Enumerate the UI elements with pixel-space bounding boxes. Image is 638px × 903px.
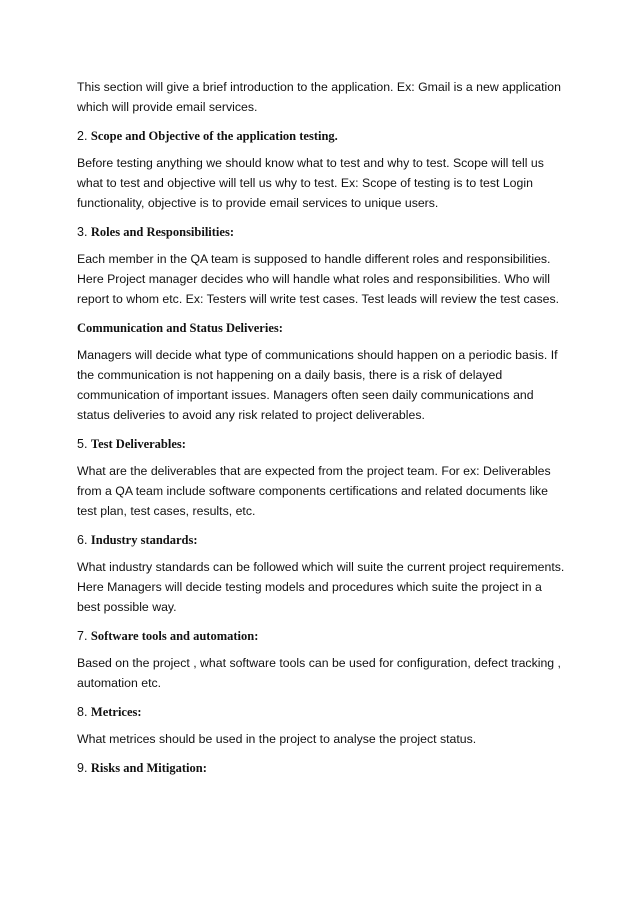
section-number: 5. xyxy=(77,437,91,451)
section-title: Industry standards: xyxy=(90,533,198,547)
section-title: Risks and Mitigation: xyxy=(90,761,207,775)
section-number: 7. xyxy=(77,629,91,643)
section-title: Software tools and automation: xyxy=(90,629,259,643)
intro-paragraph: This section will give a brief introduction to the application. Ex: Gmail is a new application which will provide email services. xyxy=(77,80,561,114)
section-title: Scope and Objective of the application testing. xyxy=(90,129,338,143)
section-body-industry-standards: What industry standards can be followed which will suite the current project requirements. Here Managers will decide testing models and procedures which suite the project in a best possible way. xyxy=(77,560,565,614)
section-heading-risks xyxy=(77,759,567,777)
section-heading-software-tools xyxy=(77,627,567,645)
section-number: 2. xyxy=(77,129,91,143)
section-body-deliverables: What are the deliverables that are expected from the project team. For ex: Deliverables from a QA team include software components certifications and related documents like test plan, test cases, results, etc. xyxy=(77,464,551,518)
section-number: 3. xyxy=(77,225,91,239)
section-body-software-tools: Based on the project , what software tools can be used for configuration, defect tracking , automation etc. xyxy=(77,656,561,690)
section-number: 9. xyxy=(77,761,91,775)
section-heading-metrices xyxy=(77,703,567,721)
section-body-communication: Managers will decide what type of communications should happen on a periodic basis. If the communication is not happening on a daily basis, there is a risk of delayed communication of important issues. Managers often seen daily communications and status deliveries to avoid any risk related to project deliverables. xyxy=(77,348,558,422)
document-page xyxy=(77,77,567,777)
section-title: Metrices: xyxy=(90,705,142,719)
section-body-roles: Each member in the QA team is supposed to handle different roles and responsibilities. Here Project manager decides who will handle what roles and responsibilities. Who will report to whom etc. Ex: Testers will write test cases. Test leads will review the test cases. xyxy=(77,252,560,306)
section-body-scope: Before testing anything we should know what to test and why to test. Scope will tell us what to test and objective will tell us why to test. Ex: Scope of testing is to test Login functionality, objective is to provide email services to unique users. xyxy=(77,156,544,210)
section-title: Roles and Responsibilities: xyxy=(90,225,234,239)
section-heading-roles xyxy=(77,223,567,241)
section-body-metrices: What metrices should be used in the project to analyse the project status. xyxy=(77,732,477,746)
section-number: 8. xyxy=(77,705,91,719)
section-heading-deliverables xyxy=(77,435,567,453)
section-number: 6. xyxy=(77,533,91,547)
section-heading-communication xyxy=(77,319,567,337)
section-heading-industry-standards xyxy=(77,531,567,549)
section-title: Test Deliverables: xyxy=(90,437,186,451)
section-title: Communication and Status Deliveries: xyxy=(77,321,283,335)
section-heading-scope xyxy=(77,127,567,145)
